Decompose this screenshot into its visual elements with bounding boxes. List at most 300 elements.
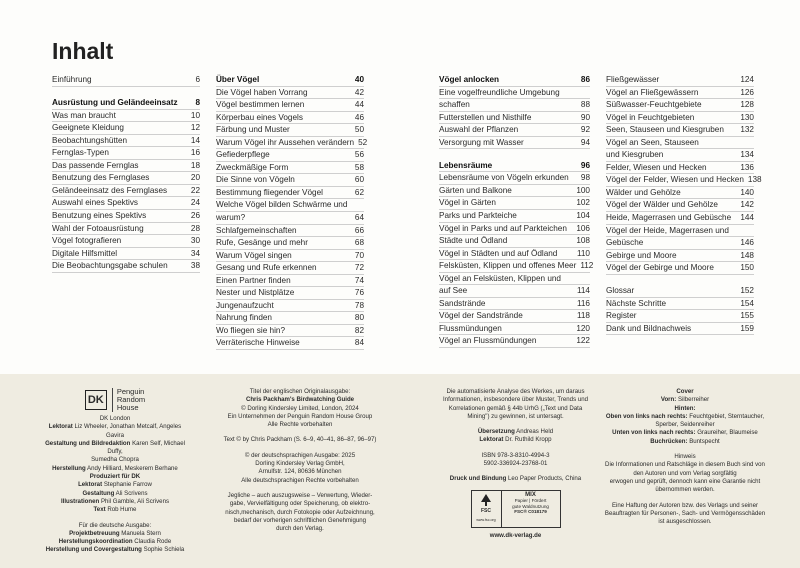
- credit-line: [600, 421, 770, 429]
- text-line: Titel der englischen Originalausgabe:: [249, 388, 351, 395]
- toc-entry: [52, 172, 200, 185]
- toc-entry-label: Gefiederpflege: [216, 150, 270, 160]
- toc-entry-page: 98: [580, 173, 590, 183]
- text-line: Informationen, insbesondere über Muster, Trends und: [443, 396, 588, 404]
- toc-entry-page: 62: [354, 187, 364, 197]
- toc-entry-page: 44: [354, 100, 364, 110]
- toc-entry-label: Auswahl eines Spektivs: [52, 198, 139, 208]
- toc-entry-label: Die Sinne von Vögeln: [216, 175, 295, 185]
- toc-entry-page: 56: [354, 150, 364, 160]
- toc-entry-label: Dank und Bildnachweis: [606, 323, 692, 333]
- toc-entry-label: Gebüsche: [606, 238, 644, 248]
- text-line: erwogen und geprüft, dennoch kann eine Garantie nicht: [609, 477, 761, 485]
- toc-entry-page: 38: [190, 261, 200, 271]
- text-line: © der deutschsprachigen Ausgabe: 2025: [244, 451, 356, 459]
- toc-entry-label: Vögel bestimmen lernen: [216, 100, 305, 110]
- credit-name: Stephanie Farrow: [103, 481, 152, 489]
- toc-entry-label: schaffen: [439, 100, 470, 110]
- text-line: durch den Verlag.: [276, 525, 324, 533]
- imprint-column-2: [220, 388, 380, 533]
- toc-entry: [606, 237, 754, 250]
- toc-entry: [216, 174, 364, 187]
- toc-entry-label: Vögel der Felder, Wiesen und Hecken: [606, 175, 744, 185]
- text-line: Dorling Kindersley Verlag GmbH,: [255, 460, 345, 468]
- credit-name: DK London: [99, 415, 131, 422]
- toc-entry-page: 24: [190, 198, 200, 208]
- toc-entry: [216, 137, 368, 150]
- toc-entry-page: 80: [354, 313, 364, 323]
- toc-entry-label: Einen Partner finden: [216, 275, 291, 285]
- toc-entry-label: Warum Vögel ihr Aussehen verändern: [216, 137, 355, 147]
- toc-entry-label: Geeignete Kleidung: [52, 123, 124, 133]
- toc-entry: [606, 225, 754, 238]
- toc-entry-page: 140: [740, 187, 754, 197]
- toc-entry-label: Nester und Nistplätze: [216, 288, 295, 298]
- toc-entry-page: 146: [740, 238, 754, 248]
- toc-entry-page: 12: [190, 123, 200, 133]
- toc-entry-page: 28: [190, 223, 200, 233]
- toc-entry-page: 8: [195, 98, 200, 108]
- toc-entry: [216, 312, 364, 325]
- toc-gap: [439, 149, 590, 160]
- credits-dk-london: [40, 415, 190, 515]
- toc-entry-label: Lebensräume: [439, 160, 493, 170]
- toc-entry: [606, 250, 754, 263]
- credit-line: [40, 415, 190, 423]
- credit-line: [40, 538, 190, 546]
- toc-entry: [439, 310, 590, 323]
- toc-entry-label: Vögel in Feuchtgebieten: [606, 112, 695, 122]
- credit-role: Vorn:: [660, 396, 677, 404]
- credit-name: Für die deutsche Ausgabe:: [78, 521, 152, 529]
- text-line: Alle deutschsprachigen Rechte vorbehalten: [241, 476, 359, 484]
- toc-entry-page: [586, 273, 590, 285]
- toc-entry-label: Vögel der Heide, Magerrasen und: [606, 225, 729, 235]
- toc-entry-label: Nächste Schritte: [606, 298, 667, 308]
- toc-entry-page: 100: [576, 185, 590, 195]
- text-line: gabe, Vervielfältigung oder Speicherung, ob elektro-: [229, 500, 371, 508]
- imprint-column-4: [600, 388, 770, 526]
- credit-name: Andy Hilliard, Meskerem Berhane: [87, 464, 178, 472]
- toc-entry-page: 144: [740, 213, 754, 223]
- credit-role: Gestaltung: [82, 489, 115, 497]
- toc-entry: [52, 122, 200, 135]
- credit-line: [40, 506, 190, 514]
- credit-line: [40, 546, 190, 554]
- toc-entry-label: Die Beobachtungsgabe schulen: [52, 261, 168, 271]
- toc-entry: [439, 285, 590, 298]
- toc-entry-page: 60: [354, 175, 364, 185]
- toc-entry-page: 42: [354, 87, 364, 97]
- toc-entry: [606, 285, 754, 298]
- toc-entry-label: Flussmündungen: [439, 323, 502, 333]
- toc-entry-label: Vögel an Seen, Stauseen: [606, 137, 699, 147]
- credit-name: Graureiher, Blaumeise: [697, 429, 758, 437]
- toc-entry-page: 104: [576, 210, 590, 220]
- toc-entry-page: 138: [747, 175, 762, 185]
- toc-entry: [606, 124, 754, 137]
- toc-entry-page: [750, 225, 754, 237]
- fsc-label: FSC www.fsc.org MIX Papier | Fördert gute Waldnutzung FSC® C018179: [428, 490, 603, 528]
- toc-entry-label: Schlafgemeinschaften: [216, 225, 297, 235]
- text-copyright: Text © by Chris Packham (S. 6–9, 40–41, 86–87, 96–97): [223, 436, 377, 444]
- toc-entry: [216, 99, 364, 112]
- toc-entry-label: Vögel in Parks und auf Parkteichen: [439, 223, 567, 233]
- credit-role: Cover: [676, 388, 694, 395]
- credit-role: Text: [93, 506, 106, 514]
- toc-entry-page: 112: [580, 261, 594, 271]
- credit-name: Phil Gamble, Ali Scrivens: [100, 497, 170, 505]
- text-line: Korrelationen gemäß § 44b UrhG („Text und Data: [448, 404, 583, 412]
- credit-line: [600, 438, 770, 446]
- toc-entry-page: 74: [354, 275, 364, 285]
- credit-role: Produziert für DK: [89, 473, 141, 481]
- toc-entry-label: Was man braucht: [52, 110, 116, 120]
- credit-name: Ali Scrivens: [115, 489, 148, 497]
- toc-entry: [52, 147, 200, 160]
- toc-entry-page: 122: [576, 336, 590, 346]
- text-line: Die automatisierte Analyse des Werkes, um daraus: [446, 388, 585, 395]
- toc-entry: [606, 162, 754, 175]
- credit-line: [428, 436, 603, 444]
- toc-section-heading: [439, 74, 590, 87]
- toc-entry-label: Einführung: [52, 75, 92, 84]
- toc-entry: [216, 275, 364, 288]
- toc-entry-label: Gärten und Balkone: [439, 185, 512, 195]
- toc-entry: [216, 212, 364, 225]
- toc-entry-label: auf See: [439, 286, 468, 296]
- credit-line: [428, 428, 603, 436]
- toc-entry-page: 134: [740, 150, 754, 160]
- toc-entry-page: 132: [740, 125, 754, 135]
- credit-name: Dr. Ruthild Kropp: [505, 436, 552, 444]
- toc-entry: [52, 235, 200, 248]
- fsc-tree-icon: FSC www.fsc.org: [472, 491, 502, 527]
- credit-name: Liz Wheeler, Jonathan Metcalf, Angeles Gavira: [74, 423, 182, 439]
- text-line: Alle Rechte vorbehalten: [267, 421, 333, 429]
- credit-line: [40, 490, 190, 498]
- toc-entry-page: 159: [740, 323, 754, 333]
- toc-entry-label: und Kiesgruben: [606, 150, 664, 160]
- toc-entry: [216, 262, 364, 275]
- credit-line: [600, 413, 770, 421]
- german-edition-copyright: [220, 452, 380, 485]
- toc-entry: [606, 199, 754, 212]
- toc-entry: [606, 74, 754, 87]
- toc-entry: [216, 199, 364, 212]
- credit-role: Oben von links nach rechts:: [605, 412, 688, 420]
- toc-entry-page: 70: [354, 250, 364, 260]
- toc-entry-page: 136: [740, 162, 754, 172]
- credit-name: Karen Self, Michael Duffy,: [107, 439, 185, 456]
- hinweis-title: Hinweis: [674, 453, 696, 461]
- translation-credits: [428, 428, 603, 445]
- toc-section-heading: [439, 160, 590, 173]
- toc-entry-page: 52: [358, 137, 368, 147]
- toc-entry: [52, 260, 200, 273]
- toc-entry: [216, 187, 364, 200]
- toc-entry-label: Ausrüstung und Geländeeinsatz: [52, 98, 178, 108]
- toc-entry-label: Färbung und Muster: [216, 125, 290, 135]
- credit-role: Projektbetreuung: [69, 529, 120, 537]
- toc-entry: [216, 287, 364, 300]
- credit-line: [40, 440, 190, 457]
- toc-entry-label: Beobachtungshütten: [52, 135, 128, 145]
- toc-entry-label: Vögel an Felsküsten, Klippen und: [439, 273, 561, 283]
- credit-role: Übersetzung: [477, 428, 515, 436]
- toc-entry-page: 14: [190, 135, 200, 145]
- credit-role: Lektorat: [479, 436, 504, 444]
- text-line: nisch,mechanisch, durch Fotokopie oder Aufzeichnung,: [225, 508, 375, 516]
- toc-entry-label: Felder, Wiesen und Hecken: [606, 162, 707, 172]
- toc-entry-page: 110: [576, 248, 590, 258]
- toc-entry-label: Seen, Stauseen und Kiesgruben: [606, 125, 724, 135]
- toc-entry: [52, 110, 200, 123]
- toc-entry-label: Auswahl der Pflanzen: [439, 125, 519, 135]
- toc-entry-page: 94: [580, 137, 590, 147]
- toc-entry: [439, 223, 590, 236]
- toc-entry-page: [750, 137, 754, 149]
- toc-entry-page: 108: [576, 236, 590, 246]
- toc-entry-page: 40: [354, 75, 364, 84]
- toc-entry: [439, 99, 590, 112]
- toc-entry: [216, 162, 364, 175]
- imprint-panel: [0, 374, 800, 568]
- toc-entry: [216, 325, 364, 338]
- toc-entry: [439, 185, 590, 198]
- text-line: 5902-336924-23768-01: [483, 460, 548, 468]
- toc-entry-page: 88: [580, 100, 590, 110]
- toc-entry-page: 10: [190, 110, 200, 120]
- toc-entry: [52, 197, 200, 210]
- toc-entry-page: 148: [740, 250, 754, 260]
- toc-entry-label: Geländeeinsatz des Fernglases: [52, 185, 168, 195]
- text-line: Chris Packham's Birdwatching Guide: [245, 396, 355, 404]
- toc-entry: [52, 135, 200, 148]
- toc-entry-page: 84: [354, 338, 364, 348]
- credit-role: Lektorat: [48, 423, 73, 431]
- credit-line: [40, 498, 190, 506]
- toc-entry: [52, 210, 200, 223]
- credit-line: [40, 522, 190, 530]
- credit-name: Silberreiher: [678, 396, 710, 404]
- text-line: ist ausgeschlossen.: [658, 518, 712, 526]
- publisher-url: www.dk-verlag.de: [489, 531, 542, 539]
- toc-entry-label: Glossar: [606, 286, 635, 296]
- toc-entry: [606, 310, 754, 323]
- toc-entry: [216, 337, 364, 350]
- text-line: Mining") zu gewinnen, ist untersagt.: [467, 412, 564, 420]
- toc-entry-label: Über Vögel: [216, 75, 260, 84]
- toc-entry: [216, 124, 364, 137]
- toc-entry-page: 30: [190, 236, 200, 246]
- toc-entry: [439, 260, 594, 273]
- toc-entry-page: 142: [740, 200, 754, 210]
- toc-entry-label: Eine vogelfreundliche Umgebung: [439, 87, 560, 97]
- toc-entry-label: Register: [606, 311, 637, 321]
- toc-entry-page: 26: [190, 210, 200, 220]
- toc-entry: [216, 87, 364, 100]
- toc-entry: [606, 212, 754, 225]
- toc-entry: [606, 149, 754, 162]
- toc-entry-page: 68: [354, 238, 364, 248]
- toc-entry-page: 150: [740, 263, 754, 273]
- toc-entry: [606, 87, 754, 100]
- toc-entry-page: 76: [354, 288, 364, 298]
- credit-line: [40, 473, 190, 481]
- toc-entry-page: [360, 199, 364, 211]
- credit-role: Buchrücken:: [650, 437, 688, 445]
- credit-name: Feuchtgebiet, Sterntaucher,: [689, 412, 765, 420]
- toc-entry-page: 155: [740, 311, 754, 321]
- toc-entry-page: 106: [576, 223, 590, 233]
- toc-entry-label: Benutzung eines Spektivs: [52, 210, 147, 220]
- toc-entry-page: 114: [576, 286, 590, 296]
- toc-entry: [606, 262, 754, 275]
- credit-name: Buntspecht: [689, 437, 720, 445]
- toc-entry-page: 116: [576, 298, 590, 308]
- toc-entry-page: 58: [354, 162, 364, 172]
- toc-entry-label: Vögel in Gärten: [439, 198, 496, 208]
- credit-name: Andreas Held: [516, 428, 554, 436]
- credit-role: Illustrationen: [60, 497, 100, 505]
- credit-line: [600, 388, 770, 396]
- toc-entry: [216, 149, 364, 162]
- toc-entry: [52, 185, 200, 198]
- toc-entry: [606, 99, 754, 112]
- toc-entry: [439, 248, 590, 261]
- credit-line: [40, 530, 190, 538]
- toc-entry-page: 34: [190, 248, 200, 258]
- toc-column-2: [216, 74, 368, 350]
- credit-line: [40, 465, 190, 473]
- text-line: bedarf der vorherigen schriftlichen Genehmigung: [233, 516, 367, 524]
- toc-entry-label: Wälder und Gehölze: [606, 187, 681, 197]
- isbn: [428, 452, 603, 469]
- hinweis-text: [600, 461, 770, 494]
- toc-entry-label: Heide, Magerrasen und Gebüsche: [606, 213, 732, 223]
- print-info: Druck und Bindung Leo Paper Products, China: [449, 475, 582, 483]
- toc-entry: [439, 87, 590, 100]
- imprint-column-3: [428, 388, 603, 540]
- toc-entry-label: Wahl der Fotoausrüstung: [52, 223, 144, 233]
- rights-notice: [220, 492, 380, 533]
- toc-entry: [439, 112, 590, 125]
- toc-entry: [606, 137, 754, 150]
- toc-entry: [216, 250, 364, 263]
- imprint-column-1: [40, 388, 190, 555]
- text-line: Jegliche – auch auszugsweise – Verwertung, Wieder-: [227, 491, 373, 499]
- toc-entry-page: [586, 87, 590, 99]
- credit-line: [40, 481, 190, 489]
- text-line: Arnulfstr. 124, 80636 München: [258, 468, 342, 476]
- credit-line: [600, 405, 770, 413]
- toc-gap: [52, 87, 200, 98]
- toc-entry-label: Wo fliegen sie hin?: [216, 325, 286, 335]
- credit-role: Herstellung: [52, 464, 86, 472]
- toc-entry: [439, 235, 590, 248]
- toc-entry-page: 86: [580, 75, 590, 84]
- toc-entry-label: Lebensräume von Vögeln erkunden: [439, 173, 569, 183]
- toc-entry-label: Die Vögel haben Vorrang: [216, 87, 308, 97]
- toc-entry-page: 130: [740, 112, 754, 122]
- toc-entry: [439, 323, 590, 336]
- toc-entry: [606, 112, 754, 125]
- toc-entry-page: 124: [740, 75, 754, 84]
- cover-credits: [600, 388, 770, 446]
- toc-entry: [216, 112, 364, 125]
- credit-name: Sperber, Seidenreiher: [655, 421, 715, 429]
- credit-line: [600, 396, 770, 404]
- liability-notice: [600, 502, 770, 527]
- credit-role: Gestaltung und Bildredaktion: [45, 439, 131, 447]
- toc-entry-page: 72: [354, 263, 364, 273]
- toc-entry: [606, 187, 754, 200]
- toc-entry-label: Vögel anlocken: [439, 75, 500, 84]
- toc-entry-label: Nahrung finden: [216, 313, 272, 323]
- toc-entry: [52, 74, 200, 87]
- toc-entry-label: Zweckmäßige Form: [216, 162, 289, 172]
- credit-name: Sophie Schiela: [143, 546, 185, 554]
- toc-entry-label: Vögel an Flussmündungen: [439, 336, 537, 346]
- toc-entry-page: 90: [580, 112, 590, 122]
- toc-entry-label: Das passende Fernglas: [52, 160, 139, 170]
- text-line: Ein Unternehmen der Penguin Random House Group: [227, 412, 373, 420]
- dk-logo: DK: [85, 390, 107, 410]
- text-line: Eine Haftung der Autoren bzw. des Verlags und seiner: [611, 501, 758, 509]
- toc-entry-label: Städte und Ödland: [439, 236, 508, 246]
- toc-column-3: [439, 74, 594, 348]
- toc-entry-page: 22: [190, 185, 200, 195]
- toc-entry-page: 82: [354, 325, 364, 335]
- toc-entry-page: 46: [354, 112, 364, 122]
- toc-entry-label: Warum Vögel singen: [216, 250, 292, 260]
- toc-column-1: [52, 74, 200, 273]
- toc-entry-label: Bestimmung fliegender Vögel: [216, 187, 323, 197]
- credit-role: Herstellung und Covergestaltung: [45, 546, 142, 554]
- text-line: © Dorling Kindersley Limited, London, 2024: [241, 404, 359, 412]
- original-edition-info: [220, 388, 380, 429]
- toc-entry-label: Digitale Hilfsmittel: [52, 248, 118, 258]
- credit-role: Unten von links nach rechts:: [612, 429, 696, 437]
- toc-entry-label: Futterstellen und Nisthilfe: [439, 112, 532, 122]
- toc-entry-label: Benutzung des Fernglases: [52, 173, 150, 183]
- toc-entry: [606, 323, 754, 336]
- toc-entry-page: 102: [576, 198, 590, 208]
- toc-entry-label: Vögel der Gebirge und Moore: [606, 263, 714, 273]
- toc-entry-label: Welche Vögel bilden Schwärme und: [216, 200, 348, 210]
- toc-entry-page: 96: [580, 160, 590, 170]
- toc-entry-page: 126: [740, 87, 754, 97]
- toc-entry-page: 20: [190, 173, 200, 183]
- toc-entry: [52, 248, 200, 261]
- credit-role: Lektorat: [78, 481, 103, 489]
- toc-entry-label: Sandstrände: [439, 298, 486, 308]
- toc-entry-page: 92: [580, 125, 590, 135]
- toc-entry: [216, 237, 364, 250]
- data-mining-notice: [428, 388, 603, 421]
- toc-entry: [439, 124, 590, 137]
- toc-entry: [439, 197, 590, 210]
- toc-entry-label: Fließgewässer: [606, 75, 660, 84]
- toc-section-heading: [216, 74, 364, 87]
- credit-name: Rob Hume: [107, 506, 137, 514]
- text-line: ISBN 978-3-8310-4994-3: [481, 451, 550, 459]
- credit-name: Manuela Stern: [121, 529, 161, 537]
- toc-entry-label: Verräterische Hinweise: [216, 338, 300, 348]
- toc-entry-page: 16: [190, 148, 200, 158]
- toc-entry: [216, 225, 364, 238]
